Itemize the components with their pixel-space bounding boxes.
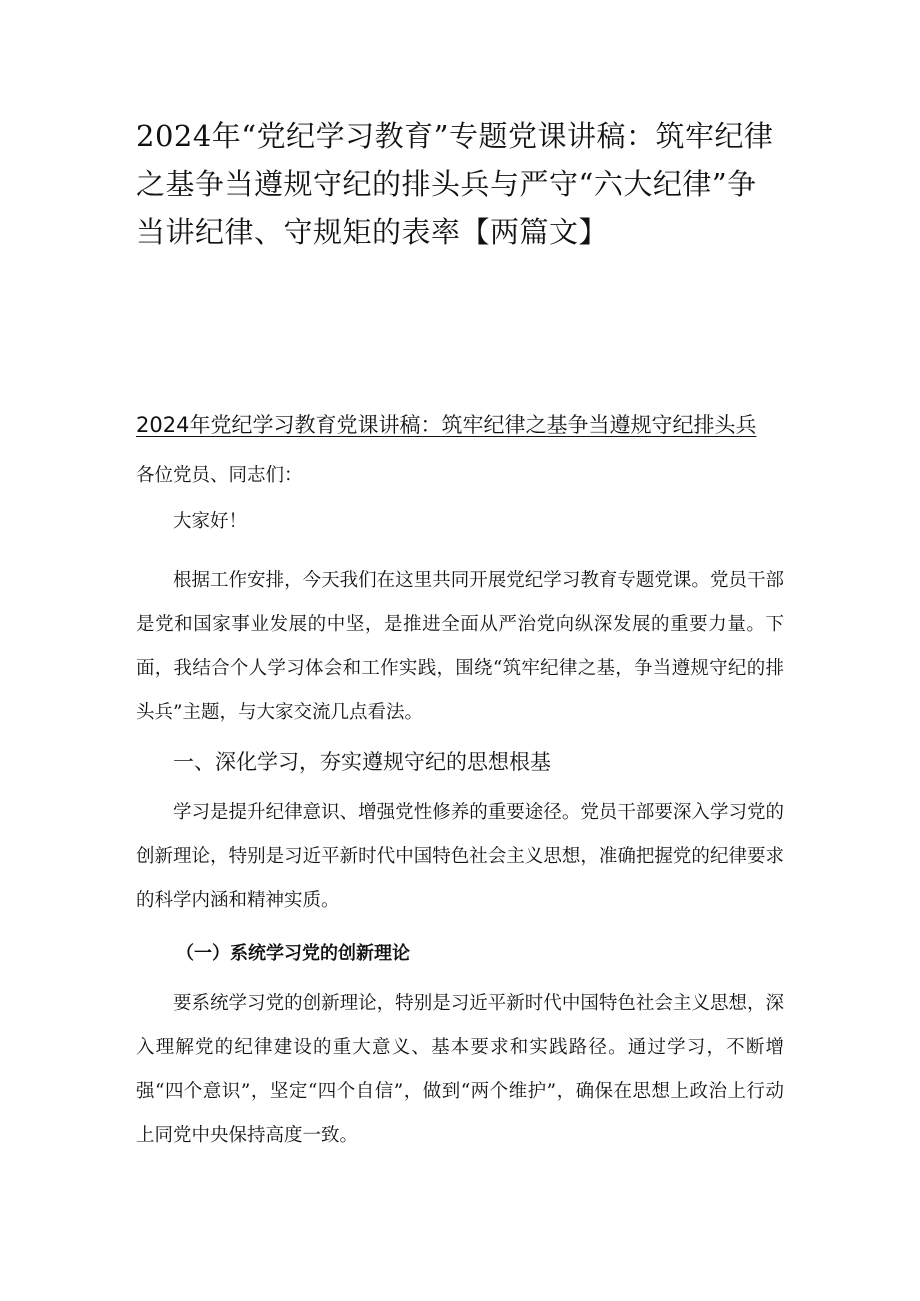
salutation: 各位党员、同志们：: [136, 465, 303, 486]
greeting: 大家好！: [173, 511, 248, 532]
intro-paragraph: 根据工作安排，今天我们在这里共同开展党纪学习教育专题党课。党员干部是党和国家事业发展的中坚，是推进全面从严治党向纵深发展的重要力量。下面，我结合个人学习体会和工作实践，围绕“筑牢纪律之基，争当遵规守纪的排头兵”主题，与大家交流几点看法。: [136, 570, 784, 723]
section-1-paragraph: 学习是提升纪律意识、增强党性修养的重要途径。党员干部要深入学习党的创新理论，特别是习近平新时代中国特色社会主义思想，准确把握党的纪律要求的科学内涵和精神实质。: [136, 802, 784, 911]
speech-title: 2024年党纪学习教育党课讲稿：筑牢纪律之基争当遵规守纪排头兵: [136, 413, 757, 437]
document-title: 2024年“党纪学习教育”专题党课讲稿：筑牢纪律之基争当遵规守纪的排头兵与严守“六大纪律”争当讲纪律、守规矩的表率【两篇文】: [136, 119, 774, 249]
section-heading-1: 一、深化学习，夯实遵规守纪的思想根基: [173, 750, 551, 774]
subsection-1-paragraph: 要系统学习党的创新理论，特别是习近平新时代中国特色社会主义思想，深入理解党的纪律建设的重大意义、基本要求和实践路径。通过学习，不断增强“四个意识”，坚定“四个自信”，做到“两个维护”，确保在思想上政治上行动上同党中央保持高度一致。: [136, 993, 784, 1146]
subsection-heading-1: （一）系统学习党的创新理论: [176, 943, 410, 964]
